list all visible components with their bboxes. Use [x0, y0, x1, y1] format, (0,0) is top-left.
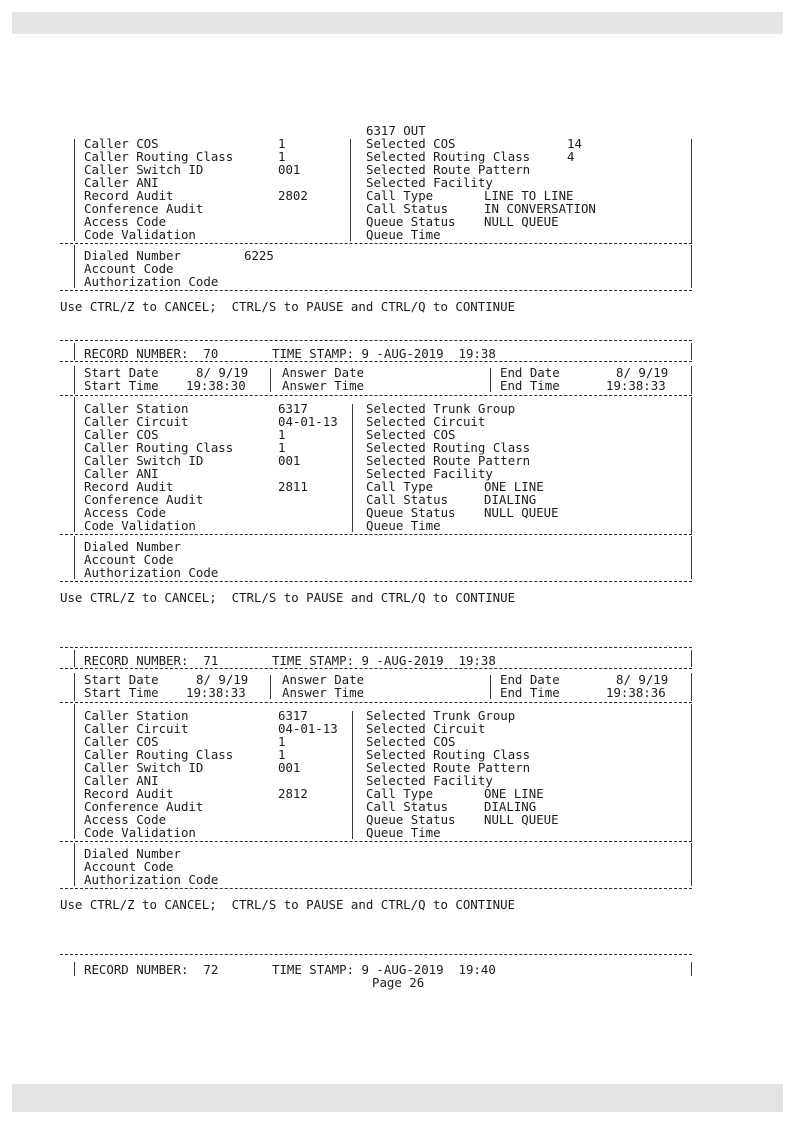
- dial-field-label: Account Code: [84, 859, 174, 874]
- box-right-border: [691, 650, 692, 667]
- box-right-border: [691, 397, 692, 534]
- end-date-value: 8/ 9/19: [616, 672, 669, 687]
- dashed-rule: [60, 668, 692, 669]
- start-time-value: 19:38:30: [186, 378, 246, 393]
- selected-field-value: ONE LINE: [484, 786, 544, 801]
- column-divider: [350, 139, 351, 241]
- record-number-heading: RECORD NUMBER: 70: [84, 346, 219, 361]
- end-time-value: 19:38:36: [606, 685, 666, 700]
- date-divider: [490, 368, 491, 392]
- dial-field-value: 6225: [244, 248, 274, 263]
- dashed-rule: [60, 702, 692, 703]
- selected-field-label: Selected Route Pattern: [366, 760, 531, 775]
- scanner-bottom-edge: [12, 1084, 783, 1112]
- caller-field-label: Conference Audit: [84, 492, 204, 507]
- selected-field-value: NULL QUEUE: [484, 214, 559, 229]
- caller-field-value: 1: [278, 440, 286, 455]
- start-date-value: 8/ 9/19: [196, 365, 249, 380]
- caller-field-value: 6317: [278, 401, 308, 416]
- control-instructions: Use CTRL/Z to CANCEL; CTRL/S to PAUSE and CTRL/Q to CONTINUE: [60, 299, 516, 314]
- selected-field-label: Queue Status: [366, 214, 456, 229]
- end-time-value: 19:38:33: [606, 378, 666, 393]
- selected-field-value: ONE LINE: [484, 479, 544, 494]
- caller-field-label: Caller Switch ID: [84, 453, 204, 468]
- caller-field-label: Record Audit: [84, 479, 174, 494]
- caller-field-label: Caller Routing Class: [84, 149, 234, 164]
- caller-field-label: Caller ANI: [84, 773, 159, 788]
- dial-field-label: Account Code: [84, 552, 174, 567]
- caller-field-label: Conference Audit: [84, 201, 204, 216]
- caller-field-value: 04-01-13: [278, 721, 338, 736]
- box-right-border: [691, 704, 692, 841]
- caller-field-label: Caller Routing Class: [84, 440, 234, 455]
- end-date-label: End Date: [500, 365, 560, 380]
- date-divider: [490, 675, 491, 699]
- dashed-rule: [60, 290, 692, 291]
- selected-field-value: DIALING: [484, 492, 537, 507]
- caller-field-value: 001: [278, 162, 301, 177]
- selected-field-label: Selected COS: [366, 734, 456, 749]
- column-divider: [352, 404, 353, 532]
- caller-field-label: Caller Station: [84, 401, 189, 416]
- start-time-label: Start Time: [84, 378, 159, 393]
- selected-field-label: Selected Routing Class: [366, 440, 531, 455]
- selected-field-label: Selected Trunk Group: [366, 401, 516, 416]
- caller-field-label: Caller Switch ID: [84, 162, 204, 177]
- dashed-rule: [60, 243, 692, 244]
- box-right-border: [691, 673, 692, 701]
- time-stamp: TIME STAMP: 9 -AUG-2019 19:38: [272, 653, 496, 668]
- caller-field-value: 1: [278, 734, 286, 749]
- trunk-out-line: 6317 OUT: [366, 123, 426, 138]
- answer-date-label: Answer Date: [282, 365, 365, 380]
- dashed-rule: [60, 841, 692, 842]
- caller-field-label: Access Code: [84, 812, 167, 827]
- end-time-label: End Time: [500, 685, 560, 700]
- caller-field-value: 1: [278, 136, 286, 151]
- selected-field-value: IN CONVERSATION: [484, 201, 596, 216]
- caller-field-label: Caller COS: [84, 136, 159, 151]
- start-date-label: Start Date: [84, 365, 159, 380]
- start-date-label: Start Date: [84, 672, 159, 687]
- caller-field-label: Caller ANI: [84, 466, 159, 481]
- end-date-value: 8/ 9/19: [616, 365, 669, 380]
- time-stamp: TIME STAMP: 9 -AUG-2019 19:40: [272, 962, 496, 977]
- selected-field-label: Selected Route Pattern: [366, 162, 531, 177]
- selected-field-label: Call Type: [366, 479, 434, 494]
- selected-field-label: Selected Route Pattern: [366, 453, 531, 468]
- caller-field-label: Caller ANI: [84, 175, 159, 190]
- selected-field-label: Selected COS: [366, 136, 456, 151]
- box-left-border: [74, 650, 75, 667]
- caller-field-label: Access Code: [84, 505, 167, 520]
- dial-field-label: Authorization Code: [84, 872, 219, 887]
- caller-field-label: Code Validation: [84, 825, 196, 840]
- caller-field-value: 001: [278, 453, 301, 468]
- control-instructions: Use CTRL/Z to CANCEL; CTRL/S to PAUSE and CTRL/Q to CONTINUE: [60, 590, 516, 605]
- dial-field-label: Account Code: [84, 261, 174, 276]
- selected-field-label: Queue Status: [366, 812, 456, 827]
- start-time-label: Start Time: [84, 685, 159, 700]
- box-left-border: [74, 366, 75, 394]
- selected-field-label: Selected Facility: [366, 175, 493, 190]
- caller-field-value: 2811: [278, 479, 308, 494]
- caller-field-label: Caller Switch ID: [84, 760, 204, 775]
- caller-field-label: Access Code: [84, 214, 167, 229]
- selected-field-label: Call Type: [366, 786, 434, 801]
- caller-field-label: Caller COS: [84, 734, 159, 749]
- end-date-label: End Date: [500, 672, 560, 687]
- time-stamp: TIME STAMP: 9 -AUG-2019 19:38: [272, 346, 496, 361]
- caller-field-value: 2812: [278, 786, 308, 801]
- selected-field-label: Selected Routing Class: [366, 149, 531, 164]
- caller-field-label: Caller Circuit: [84, 721, 189, 736]
- dashed-rule: [60, 340, 692, 341]
- selected-field-label: Selected Facility: [366, 773, 493, 788]
- selected-field-label: Queue Time: [366, 518, 441, 533]
- selected-field-label: Selected Circuit: [366, 721, 486, 736]
- start-date-value: 8/ 9/19: [196, 672, 249, 687]
- box-left-border: [74, 962, 75, 976]
- caller-field-value: 6317: [278, 708, 308, 723]
- column-divider: [352, 711, 353, 839]
- dashed-rule: [60, 888, 692, 889]
- box-left-border: [74, 245, 75, 288]
- box-right-border: [691, 245, 692, 288]
- answer-date-label: Answer Date: [282, 672, 365, 687]
- dial-field-label: Dialed Number: [84, 539, 181, 554]
- selected-field-value: NULL QUEUE: [484, 505, 559, 520]
- box-left-border: [74, 843, 75, 886]
- caller-field-value: 1: [278, 747, 286, 762]
- box-right-border: [691, 366, 692, 394]
- selected-field-label: Selected Circuit: [366, 414, 486, 429]
- box-left-border: [74, 673, 75, 701]
- selected-field-value: NULL QUEUE: [484, 812, 559, 827]
- selected-field-label: Call Status: [366, 492, 449, 507]
- box-right-border: [691, 139, 692, 243]
- caller-field-value: 2802: [278, 188, 308, 203]
- selected-field-label: Selected Facility: [366, 466, 493, 481]
- box-right-border: [691, 343, 692, 360]
- caller-field-label: Caller Station: [84, 708, 189, 723]
- selected-field-label: Call Type: [366, 188, 434, 203]
- caller-field-value: 04-01-13: [278, 414, 338, 429]
- dial-field-label: Authorization Code: [84, 274, 219, 289]
- record-number-heading: RECORD NUMBER: 72: [84, 962, 219, 977]
- caller-field-label: Record Audit: [84, 786, 174, 801]
- dashed-rule: [60, 361, 692, 362]
- dial-field-label: Dialed Number: [84, 248, 181, 263]
- caller-field-label: Caller Circuit: [84, 414, 189, 429]
- caller-field-label: Caller Routing Class: [84, 747, 234, 762]
- caller-field-value: 1: [278, 149, 286, 164]
- selected-field-label: Call Status: [366, 799, 449, 814]
- answer-time-label: Answer Time: [282, 685, 365, 700]
- caller-field-label: Code Validation: [84, 227, 196, 242]
- selected-field-value: 14: [567, 136, 582, 151]
- selected-field-label: Call Status: [366, 201, 449, 216]
- selected-field-label: Queue Time: [366, 825, 441, 840]
- dashed-rule: [60, 395, 692, 396]
- box-right-border: [691, 843, 692, 886]
- selected-field-label: Selected Routing Class: [366, 747, 531, 762]
- dial-field-label: Authorization Code: [84, 565, 219, 580]
- box-left-border: [74, 139, 75, 241]
- selected-field-label: Queue Status: [366, 505, 456, 520]
- date-divider: [270, 675, 271, 699]
- box-left-border: [74, 343, 75, 360]
- start-time-value: 19:38:33: [186, 685, 246, 700]
- box-left-border: [74, 397, 75, 532]
- selected-field-value: 4: [567, 149, 575, 164]
- dashed-rule: [60, 647, 692, 648]
- record-number-heading: RECORD NUMBER: 71: [84, 653, 219, 668]
- date-divider: [270, 368, 271, 392]
- selected-field-value: DIALING: [484, 799, 537, 814]
- answer-time-label: Answer Time: [282, 378, 365, 393]
- selected-field-label: Selected Trunk Group: [366, 708, 516, 723]
- caller-field-label: Record Audit: [84, 188, 174, 203]
- end-time-label: End Time: [500, 378, 560, 393]
- caller-field-value: 1: [278, 427, 286, 442]
- selected-field-value: LINE TO LINE: [484, 188, 574, 203]
- selected-field-label: Selected COS: [366, 427, 456, 442]
- box-left-border: [74, 536, 75, 579]
- control-instructions: Use CTRL/Z to CANCEL; CTRL/S to PAUSE and CTRL/Q to CONTINUE: [60, 897, 516, 912]
- dashed-rule: [60, 954, 692, 955]
- box-right-border: [691, 536, 692, 579]
- box-left-border: [74, 704, 75, 839]
- dashed-rule: [60, 581, 692, 582]
- caller-field-label: Code Validation: [84, 518, 196, 533]
- box-right-border: [691, 962, 692, 976]
- caller-field-label: Caller COS: [84, 427, 159, 442]
- page-number: Page 26: [372, 975, 425, 990]
- dial-field-label: Dialed Number: [84, 846, 181, 861]
- selected-field-label: Queue Time: [366, 227, 441, 242]
- caller-field-label: Conference Audit: [84, 799, 204, 814]
- caller-field-value: 001: [278, 760, 301, 775]
- dashed-rule: [60, 534, 692, 535]
